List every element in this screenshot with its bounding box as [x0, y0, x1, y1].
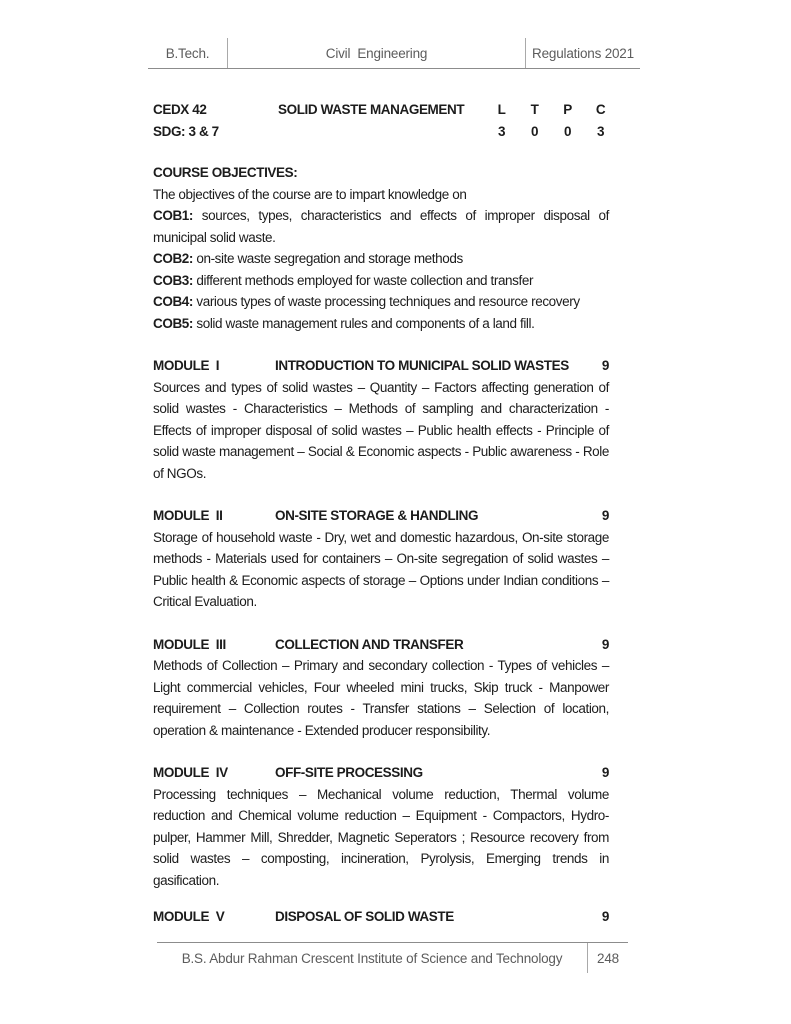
module-header — [153, 355, 609, 377]
module-hours: 9 — [601, 358, 609, 373]
module-title: COLLECTION AND TRANSFER — [275, 636, 464, 652]
module-title: OFF-SITE PROCESSING — [275, 765, 423, 780]
objective-item — [153, 248, 609, 270]
module-label: MODULE V — [153, 909, 225, 924]
ltpc-header-l: L — [497, 102, 506, 117]
objective-label: COB3: — [153, 272, 194, 288]
ltpc-value-l: 3 — [497, 123, 506, 139]
ltpc-value-c: 3 — [596, 123, 605, 139]
module-hours: 9 — [601, 909, 609, 924]
module-title: ON-SITE STORAGE & HANDLING — [275, 508, 479, 523]
ltpc-header-p: P — [563, 102, 572, 117]
objective-text: solid waste management rules and components of a land fill. — [196, 315, 535, 331]
module-body: Processing techniques – Mechanical volume reduction, Thermal volume reduction and Chemical volume reduction – Equipment - Compactors, Hydro-pulper, Hammer Mill, Shredder, Magnetic Seperators ; Resource recovery from solid wastes – composting, incineration, Pyrolysis, Emerging trends in gasification. — [153, 786, 609, 888]
objectives-heading: COURSE OBJECTIVES: — [153, 165, 298, 180]
objectives-intro: The objectives of the course are to impart knowledge on — [153, 186, 467, 202]
module-label: MODULE I — [153, 358, 220, 373]
module-header — [153, 505, 609, 527]
module-header — [153, 634, 609, 656]
objective-label: COB2: — [153, 251, 194, 266]
ltpc-value-p: 0 — [563, 123, 572, 139]
module-hours: 9 — [601, 508, 609, 523]
ltpc-value-row — [485, 121, 617, 143]
module-section-1 — [153, 355, 609, 484]
module-body: Methods of Collection – Primary and secondary collection - Types of vehicles –Light commercial vehicles, Four wheeled mini trucks, Skip truck - Manpower requirement – Collection routes - Transfer stations – Selection of location, operation & maintenance - Extended producer responsibility. — [153, 658, 609, 738]
module-header — [153, 762, 609, 784]
header-program: B.Tech. — [165, 45, 210, 61]
course-code: CEDX 42 — [153, 102, 207, 117]
objective-text: on-site waste segregation and storage methods — [196, 251, 463, 266]
module-title: DISPOSAL OF SOLID WASTE — [275, 909, 454, 924]
page-header — [148, 38, 640, 69]
module-section-2 — [153, 505, 609, 613]
module-title: INTRODUCTION TO MUNICIPAL SOLID WASTES — [275, 358, 569, 373]
objective-item — [153, 291, 609, 313]
objective-label: COB1: — [153, 208, 194, 223]
module-section-3 — [153, 634, 609, 742]
header-regulation: Regulations 2021 — [532, 45, 634, 61]
module-label: MODULE IV — [153, 765, 228, 780]
module-hours: 9 — [601, 765, 609, 780]
page-footer — [157, 942, 628, 973]
footer-institution: B.S. Abdur Rahman Crescent Institute of Science and Technology — [181, 950, 563, 966]
module-hours: 9 — [601, 636, 609, 652]
module-label: MODULE III — [153, 636, 226, 652]
module-body: Storage of household waste - Dry, wet and domestic hazardous, On-site storage methods - Materials used for containers – On-site segregation of solid wastes – Public health & Economic aspects of storage – Options under Indian conditions – Critical Evaluation. — [153, 529, 609, 609]
module-body: Sources and types of solid wastes – Quantity – Factors affecting generation of solid wastes - Characteristics – Methods of sampling and characterization - Effects of improper disposal of solid wastes – Public health effects - Principle of solid waste management – Social & Economic aspects - Public awareness - Role of NGOs. — [153, 379, 609, 481]
ltpc-header-t: T — [530, 102, 539, 117]
course-sdg-row — [153, 121, 609, 143]
footer-page-number: 248 — [587, 943, 628, 973]
objective-item — [153, 270, 609, 292]
spacer — [278, 121, 485, 143]
module-section-5 — [153, 906, 609, 928]
objective-text: various types of waste processing techniques and resource recovery — [196, 294, 580, 309]
course-sdg: SDG: 3 & 7 — [153, 123, 219, 139]
objective-label: COB4: — [153, 294, 194, 309]
module-section-4 — [153, 762, 609, 891]
module-header — [153, 906, 609, 928]
course-title: SOLID WASTE MANAGEMENT — [278, 102, 465, 117]
module-label: MODULE II — [153, 508, 223, 523]
objective-item — [153, 205, 609, 248]
content-column — [153, 99, 609, 928]
objective-item — [153, 313, 609, 335]
ltpc-header-row — [485, 99, 617, 121]
header-department: Civil Engineering — [227, 38, 526, 68]
objective-text: sources, types, characteristics and effects of improper disposal of municipal solid waste. — [153, 208, 609, 245]
ltpc-value-t: 0 — [530, 123, 539, 139]
course-title-block — [153, 99, 609, 142]
course-title-row — [153, 99, 609, 121]
objective-text: different methods employed for waste collection and transfer — [196, 272, 534, 288]
objective-label: COB5: — [153, 315, 194, 331]
ltpc-header-c: C — [595, 102, 606, 117]
